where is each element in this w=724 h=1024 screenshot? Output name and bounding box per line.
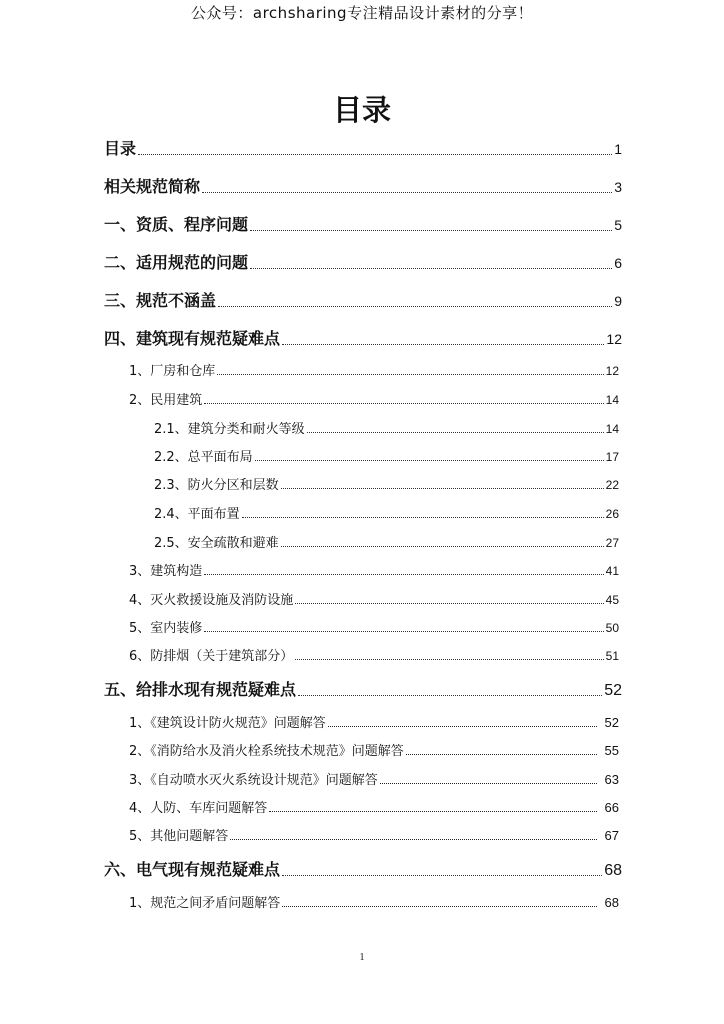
toc-entry-page: 63 [604, 772, 619, 787]
toc-entry-page: 3 [614, 179, 622, 195]
toc-entry[interactable] [104, 250, 622, 273]
toc-entry-page: 41 [605, 564, 619, 578]
dot-leader [282, 875, 602, 876]
toc-entry-page: 12 [605, 364, 619, 378]
dot-leader [202, 192, 612, 193]
toc-entry-label: 5、室内装修 [129, 621, 203, 636]
toc-entry-label: 5、其他问题解答 [129, 829, 229, 844]
toc-entry-page: 27 [605, 536, 619, 550]
toc-entry-page: 52 [604, 715, 619, 730]
dot-leader [204, 403, 603, 404]
toc-entry[interactable] [129, 892, 619, 911]
toc-entry[interactable] [129, 360, 619, 379]
dot-leader [282, 344, 604, 345]
toc-entry[interactable] [129, 617, 619, 636]
dot-leader [328, 726, 597, 727]
toc-entry-label: 四、建筑现有规范疑难点 [104, 329, 281, 348]
toc-entry-label: 2.2、总平面布局 [154, 450, 253, 465]
toc-entry[interactable] [129, 825, 619, 844]
toc-entry[interactable] [129, 797, 619, 816]
toc-entry-page: 68 [604, 895, 619, 910]
toc-entry-label: 一、资质、程序问题 [104, 215, 249, 234]
dot-leader [295, 603, 603, 604]
toc-entry-label: 1、厂房和仓库 [129, 364, 216, 379]
toc-entry[interactable] [104, 677, 622, 700]
toc-entry[interactable] [129, 740, 619, 759]
toc-entry[interactable] [154, 503, 619, 522]
document-title: 目录 [332, 93, 391, 127]
toc-entry-label: 3、建筑构造 [129, 564, 203, 579]
dot-leader [204, 574, 603, 575]
toc-entry[interactable] [154, 418, 619, 437]
dot-leader [204, 631, 603, 632]
toc-entry[interactable] [154, 446, 619, 465]
dot-leader [217, 374, 603, 375]
toc-entry-label: 2.1、建筑分类和耐火等级 [154, 422, 305, 437]
toc-entry-page: 14 [605, 393, 619, 407]
toc-entry-label: 1、规范之间矛盾问题解答 [129, 896, 281, 911]
toc-entry-page: 5 [614, 217, 622, 233]
dot-leader [250, 268, 612, 269]
toc-entry-label: 4、人防、车库问题解答 [129, 801, 268, 816]
toc-entry-page: 12 [606, 331, 622, 347]
toc-entry-label: 3、《自动喷水灭火系统设计规范》问题解答 [129, 773, 378, 788]
toc-entry-label: 三、规范不涵盖 [104, 291, 217, 310]
toc-entry-page: 22 [605, 478, 619, 492]
toc-entry-page: 17 [605, 450, 619, 464]
toc-entry-label: 五、给排水现有规范疑难点 [104, 680, 297, 699]
toc-entry-page: 1 [614, 141, 622, 157]
dot-leader [230, 839, 596, 840]
toc-entry[interactable] [154, 532, 619, 551]
page-number: 1 [359, 952, 365, 963]
toc-entry-page: 26 [605, 507, 619, 521]
toc-entry-page: 67 [604, 828, 619, 843]
dot-leader [282, 906, 596, 907]
toc-entry[interactable] [129, 712, 619, 731]
dot-leader [138, 154, 612, 155]
toc-entry-page: 45 [605, 593, 619, 607]
toc-entry-label: 2.3、防火分区和层数 [154, 478, 279, 493]
toc-entry-label: 目录 [104, 139, 137, 158]
dot-leader [298, 695, 602, 696]
toc-entry[interactable] [129, 560, 619, 579]
toc-entry[interactable] [154, 474, 619, 493]
dot-leader [281, 488, 604, 489]
dot-leader [281, 546, 604, 547]
toc-entry-label: 2、民用建筑 [129, 393, 203, 408]
dot-leader [218, 306, 612, 307]
dot-leader [295, 659, 603, 660]
toc-entry[interactable] [104, 174, 622, 197]
page-header: 公众号：archsharing专注精品设计素材的分享！ [190, 4, 534, 22]
toc-entry-label: 2.5、安全疏散和避难 [154, 536, 279, 551]
toc-entry-label: 6、防排烟（关于建筑部分） [129, 649, 294, 664]
dot-leader [380, 783, 597, 784]
toc-entry-page: 52 [604, 682, 622, 699]
toc-entry[interactable] [104, 212, 622, 235]
toc-entry[interactable] [129, 645, 619, 664]
dot-leader [269, 811, 596, 812]
toc-entry-label: 2、《消防给水及消火栓系统技术规范》问题解答 [129, 744, 404, 759]
toc-entry-label: 4、灭火救援设施及消防设施 [129, 593, 294, 608]
toc-entry[interactable] [104, 288, 622, 311]
toc-entry[interactable] [129, 389, 619, 408]
toc-entry-page: 9 [614, 293, 622, 309]
toc-entry-page: 66 [604, 800, 619, 815]
toc-entry[interactable] [104, 326, 622, 349]
toc-entry-label: 2.4、平面布置 [154, 507, 240, 522]
toc-entry[interactable] [129, 769, 619, 788]
dot-leader [255, 460, 604, 461]
toc-entry-page: 50 [605, 621, 619, 635]
dot-leader [307, 432, 604, 433]
toc-entry-label: 相关规范简称 [104, 177, 201, 196]
dot-leader [242, 517, 604, 518]
toc-entry-page: 6 [614, 255, 622, 271]
toc-entry-label: 二、适用规范的问题 [104, 253, 249, 272]
toc-entry-page: 14 [605, 422, 619, 436]
dot-leader [406, 754, 597, 755]
toc-entry-label: 六、电气现有规范疑难点 [104, 860, 281, 879]
toc-entry[interactable] [104, 136, 622, 159]
toc-entry[interactable] [129, 589, 619, 608]
dot-leader [250, 230, 612, 231]
toc-entry-page: 51 [605, 649, 619, 663]
toc-entry-page: 55 [604, 743, 619, 758]
toc-entry-page: 68 [604, 862, 622, 879]
toc-entry[interactable] [104, 857, 622, 880]
toc-entry-label: 1、《建筑设计防火规范》问题解答 [129, 716, 326, 731]
